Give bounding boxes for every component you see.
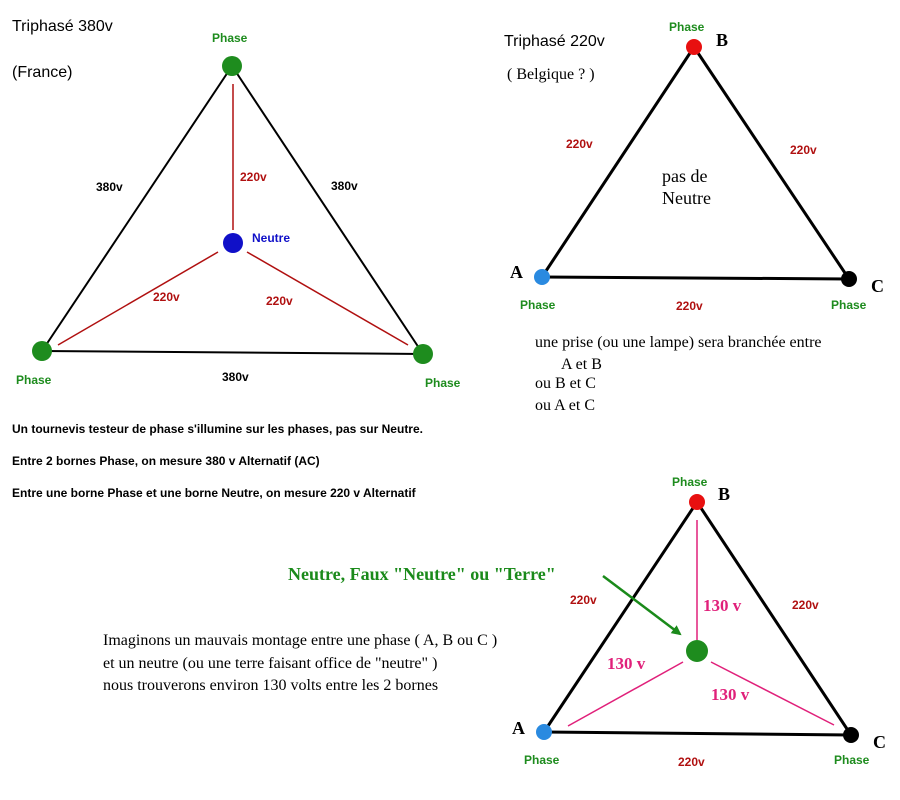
phase-label-right: Phase <box>425 376 461 390</box>
diagram-fault <box>103 475 886 769</box>
line-bc <box>694 47 849 279</box>
diagram2-subtitle: ( Belgique ? ) <box>507 66 595 83</box>
notes-block <box>12 422 423 500</box>
plug-note-line2: A et B <box>561 356 602 373</box>
neutral-dot <box>223 233 243 253</box>
voltage-label-bc: 220v <box>790 143 817 157</box>
note-line-3: Entre une borne Phase et une borne Neutre, on mesure 220 v Alternatif <box>12 486 416 500</box>
phase-dot-top <box>222 56 242 76</box>
phase-voltage-top: 220v <box>240 170 267 184</box>
note-line-1: Un tournevis testeur de phase s'illumine sur les phases, pas sur Neutre. <box>12 422 423 436</box>
phase-dot-b-3 <box>689 494 705 510</box>
explanation-line2: et un neutre (ou une terre faisant office de "neutre" ) <box>103 655 438 672</box>
phase-label-top: Phase <box>212 31 248 45</box>
line-bottom-edge <box>42 351 423 354</box>
phase-label-a: Phase <box>520 298 556 312</box>
phase-dot-a-3 <box>536 724 552 740</box>
explanation-line1: Imaginons un mauvais montage entre une phase ( A, B ou C ) <box>103 632 498 649</box>
voltage-label-ab: 220v <box>566 137 593 151</box>
phase-label-left: Phase <box>16 373 52 387</box>
false-neutral-callout: Neutre, Faux "Neutre" ou "Terre" <box>288 564 556 584</box>
plug-note-line4: ou A et C <box>535 397 596 414</box>
voltage-label-ac-3: 220v <box>678 755 705 769</box>
voltage-label-bottom: 380v <box>222 370 249 384</box>
fault-voltage-left: 130 v <box>607 654 646 673</box>
false-neutral-dot <box>686 640 708 662</box>
neutral-label: Neutre <box>252 231 291 245</box>
line-left-edge <box>42 66 232 351</box>
plug-note-line1: une prise (ou une lampe) sera branchée entre <box>535 334 822 351</box>
phase-dot-c <box>841 271 857 287</box>
diagram1-title: Triphasé 380v <box>12 18 113 35</box>
fault-voltage-top: 130 v <box>703 596 742 615</box>
corner-label-b-3: B <box>718 484 731 504</box>
diagram1-subtitle: (France) <box>12 64 73 81</box>
corner-label-a-3: A <box>512 718 525 738</box>
voltage-label-right: 380v <box>331 179 358 193</box>
voltage-label-ac: 220v <box>676 299 703 313</box>
corner-label-c: C <box>871 276 884 296</box>
phase-label-a-3: Phase <box>524 753 560 767</box>
phase-dot-left <box>32 341 52 361</box>
red-line-left <box>58 252 218 345</box>
phase-dot-right <box>413 344 433 364</box>
diagram2-title: Triphasé 220v <box>504 33 605 50</box>
corner-label-c-3: C <box>873 732 886 752</box>
phase-label-c-3: Phase <box>834 753 870 767</box>
voltage-label-left: 380v <box>96 180 123 194</box>
voltage-label-ab-3: 220v <box>570 593 597 607</box>
voltage-label-bc-3: 220v <box>792 598 819 612</box>
diagram-380v <box>12 18 461 390</box>
phase-label-b-3: Phase <box>672 475 708 489</box>
line-ac <box>542 277 849 279</box>
plug-note-line3: ou B et C <box>535 375 596 392</box>
no-neutral-line2: Neutre <box>662 188 711 208</box>
phase-label-b: Phase <box>669 20 705 34</box>
note-line-2: Entre 2 bornes Phase, on mesure 380 v Alternatif (AC) <box>12 454 320 468</box>
explanation-line3: nous trouverons environ 130 volts entre les 2 bornes <box>103 677 439 694</box>
phase-dot-b <box>686 39 702 55</box>
corner-label-b: B <box>716 30 729 50</box>
phase-label-c: Phase <box>831 298 867 312</box>
diagram-220v <box>504 20 884 414</box>
line-right-edge <box>232 66 423 354</box>
phase-dot-a <box>534 269 550 285</box>
phase-voltage-left: 220v <box>153 290 180 304</box>
fault-voltage-right: 130 v <box>711 685 750 704</box>
corner-label-a: A <box>510 262 523 282</box>
no-neutral-line1: pas de <box>662 166 708 186</box>
phase-dot-c-3 <box>843 727 859 743</box>
line-ac-3 <box>544 732 851 735</box>
phase-voltage-right: 220v <box>266 294 293 308</box>
